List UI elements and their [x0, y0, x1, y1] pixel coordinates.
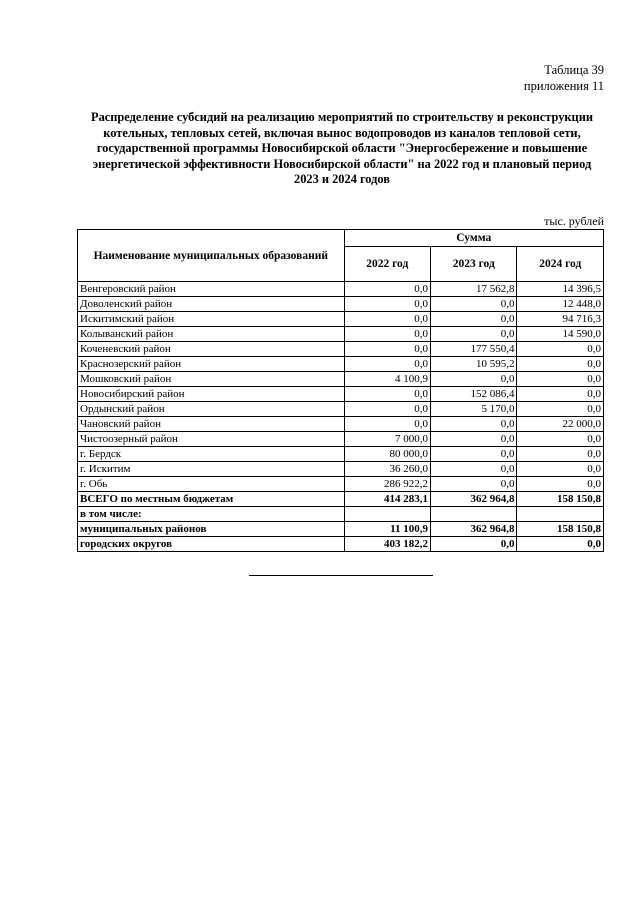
row-name: ВСЕГО по местным бюджетам	[78, 492, 345, 507]
value-cell: 0,0	[344, 357, 430, 372]
document-title: Распределение субсидий на реализацию мероприятий по строительству и реконструкции котельных, тепловых сетей, включая вынос водопроводов из каналов тепловой сети, государственной программы Новосибирской области "Энергосбережение и повышение энергетической эффективности Новосибирской области" на 2022 год и плановый период 2023 и 2024 годов	[91, 110, 593, 187]
value-cell	[431, 507, 517, 522]
row-name: Чановский район	[78, 417, 345, 432]
value-cell: 17 562,8	[431, 282, 517, 297]
value-cell: 22 000,0	[517, 417, 604, 432]
row-name: Венгеровский район	[78, 282, 345, 297]
appendix-label: приложения 11	[523, 79, 604, 93]
value-cell: 0,0	[431, 537, 517, 552]
value-cell: 0,0	[344, 297, 430, 312]
value-cell: 0,0	[344, 387, 430, 402]
value-cell: 0,0	[431, 462, 517, 477]
value-cell: 36 260,0	[344, 462, 430, 477]
value-cell: 0,0	[431, 447, 517, 462]
value-cell: 0,0	[517, 537, 604, 552]
header-name: Наименование муниципальных образований	[78, 230, 345, 282]
value-cell: 11 100,9	[344, 522, 430, 537]
row-name: г. Искитим	[78, 462, 345, 477]
table-row	[78, 282, 604, 297]
table-row	[78, 327, 604, 342]
value-cell: 7 000,0	[344, 432, 430, 447]
table-row	[78, 387, 604, 402]
row-name: Колыванский район	[78, 327, 345, 342]
value-cell: 0,0	[431, 312, 517, 327]
row-name: Чистоозерный район	[78, 432, 345, 447]
subsidy-table	[77, 229, 604, 552]
table-row	[78, 477, 604, 492]
value-cell: 0,0	[431, 372, 517, 387]
value-cell: 152 086,4	[431, 387, 517, 402]
value-cell	[344, 507, 430, 522]
value-cell: 80 000,0	[344, 447, 430, 462]
value-cell: 362 964,8	[431, 492, 517, 507]
value-cell: 0,0	[517, 462, 604, 477]
signature-line	[249, 575, 433, 576]
header-sum: Сумма	[344, 230, 603, 247]
row-name: Новосибирский район	[78, 387, 345, 402]
table-row	[78, 417, 604, 432]
value-cell	[517, 507, 604, 522]
row-name: Мошковский район	[78, 372, 345, 387]
value-cell: 0,0	[344, 342, 430, 357]
row-name: городских округов	[78, 537, 345, 552]
table-row	[78, 522, 604, 537]
table-row	[78, 357, 604, 372]
table-number: Таблица 39	[544, 63, 604, 77]
value-cell: 0,0	[431, 432, 517, 447]
row-name: Ордынский район	[78, 402, 345, 417]
header-year-2024: 2024 год	[517, 247, 604, 282]
value-cell: 14 396,5	[517, 282, 604, 297]
value-cell: 0,0	[344, 402, 430, 417]
row-name: в том числе:	[78, 507, 345, 522]
value-cell: 94 716,3	[517, 312, 604, 327]
value-cell: 0,0	[431, 477, 517, 492]
value-cell: 0,0	[517, 387, 604, 402]
value-cell: 0,0	[517, 372, 604, 387]
table-row	[78, 312, 604, 327]
row-name: Искитимский район	[78, 312, 345, 327]
value-cell: 414 283,1	[344, 492, 430, 507]
table-row	[78, 402, 604, 417]
value-cell: 0,0	[431, 417, 517, 432]
units-label: тыс. рублей	[544, 214, 604, 228]
table-row	[78, 372, 604, 387]
value-cell: 0,0	[517, 477, 604, 492]
value-cell: 14 590,0	[517, 327, 604, 342]
header-year-2022: 2022 год	[344, 247, 430, 282]
row-name: Доволенский район	[78, 297, 345, 312]
value-cell: 158 150,8	[517, 522, 604, 537]
table-body	[78, 282, 604, 552]
value-cell: 0,0	[517, 432, 604, 447]
table-row	[78, 507, 604, 522]
row-name: г. Бердск	[78, 447, 345, 462]
value-cell: 0,0	[517, 357, 604, 372]
value-cell: 0,0	[431, 297, 517, 312]
row-name: Коченевский район	[78, 342, 345, 357]
table-number-block	[524, 62, 604, 94]
value-cell: 5 170,0	[431, 402, 517, 417]
value-cell: 12 448,0	[517, 297, 604, 312]
value-cell: 0,0	[344, 417, 430, 432]
value-cell: 403 182,2	[344, 537, 430, 552]
value-cell: 0,0	[517, 447, 604, 462]
value-cell: 158 150,8	[517, 492, 604, 507]
table-row	[78, 297, 604, 312]
value-cell: 286 922,2	[344, 477, 430, 492]
value-cell: 177 550,4	[431, 342, 517, 357]
table-row	[78, 492, 604, 507]
row-name: муниципальных районов	[78, 522, 345, 537]
header-year-2023: 2023 год	[431, 247, 517, 282]
row-name: г. Обь	[78, 477, 345, 492]
value-cell: 0,0	[517, 402, 604, 417]
value-cell: 0,0	[344, 312, 430, 327]
value-cell: 4 100,9	[344, 372, 430, 387]
value-cell: 362 964,8	[431, 522, 517, 537]
table-row	[78, 432, 604, 447]
value-cell: 10 595,2	[431, 357, 517, 372]
value-cell: 0,0	[344, 327, 430, 342]
value-cell: 0,0	[344, 282, 430, 297]
table-row	[78, 462, 604, 477]
value-cell: 0,0	[431, 327, 517, 342]
value-cell: 0,0	[517, 342, 604, 357]
table-row	[78, 537, 604, 552]
table-row	[78, 342, 604, 357]
table-row	[78, 447, 604, 462]
row-name: Краснозерский район	[78, 357, 345, 372]
